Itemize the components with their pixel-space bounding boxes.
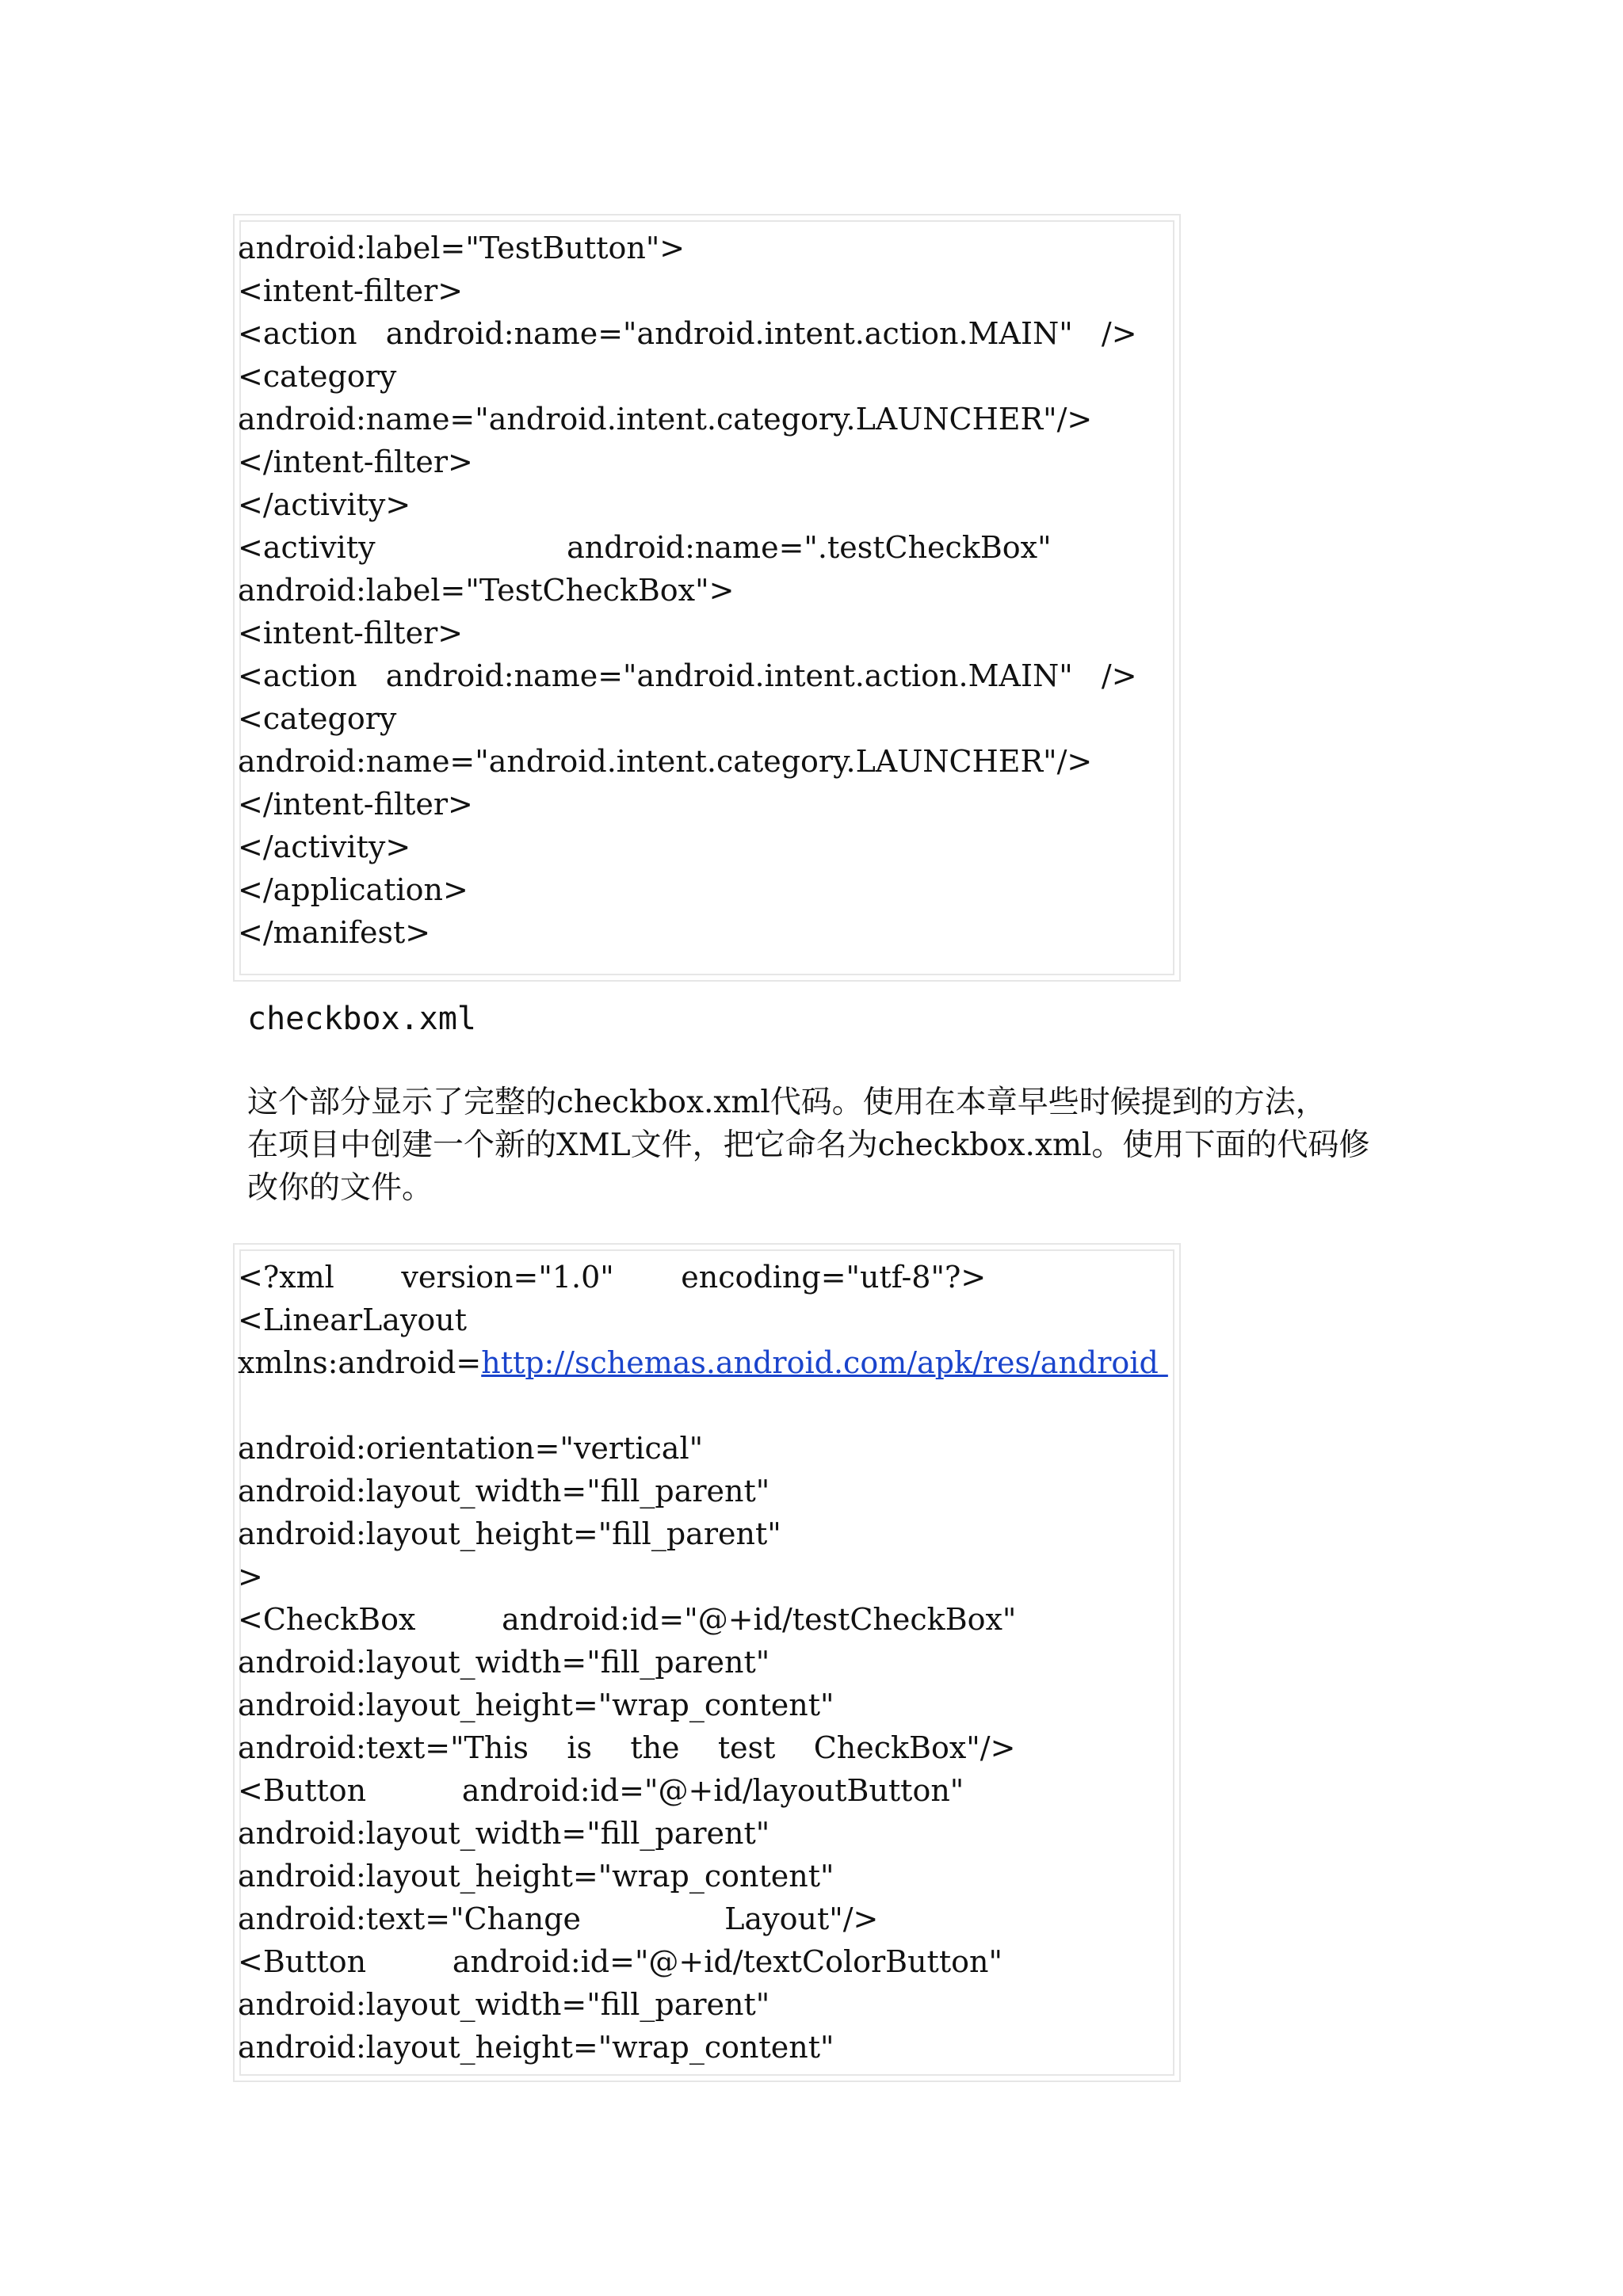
code-line: android:name="android.intent.category.LAUNCHER"/> <box>238 744 1093 779</box>
code-line: android:label="TestButton"> <box>238 231 685 265</box>
code-line: <category <box>238 359 397 394</box>
code-line: </manifest> <box>238 915 431 950</box>
code-line: <action android:name="android.intent.action.MAIN" /> <box>238 316 1137 351</box>
code-line: <Button android:id="@+id/layoutButton" <box>238 1773 964 1808</box>
code-line: <?xml version="1.0" encoding="utf-8"?> <box>238 1260 987 1295</box>
code-line: <action android:name="android.intent.action.MAIN" /> <box>238 658 1137 693</box>
code-line: </activity> <box>238 830 411 864</box>
code-line: </application> <box>238 872 468 907</box>
code-block-checkbox-xml <box>233 1243 1181 2082</box>
paragraph-line: 这个部分显示了完整的checkbox.xml代码。使用在本章早些时候提到的方法， <box>247 1085 1327 1120</box>
section-paragraph <box>247 1081 1404 1210</box>
code-line: android:layout_width="fill_parent" <box>238 1474 770 1508</box>
code-line: <LinearLayout <box>238 1302 467 1337</box>
paragraph-line: 在项目中创建一个新的XML文件，把它命名为checkbox.xml。使用下面的代码修 <box>247 1127 1370 1163</box>
code-line: </intent-filter> <box>238 787 473 822</box>
code-line: android:layout_height="wrap_content" <box>238 2030 834 2065</box>
section-heading: checkbox.xml <box>247 1001 476 1037</box>
code-line: android:orientation="vertical" <box>238 1431 704 1466</box>
code-block-inner <box>239 1249 1174 2076</box>
code-line: <category <box>238 701 397 736</box>
code-line: </activity> <box>238 487 411 522</box>
code-line: android:name="android.intent.category.LAUNCHER"/> <box>238 402 1093 437</box>
code-line: > <box>238 1559 263 1594</box>
code-block-manifest <box>233 214 1181 982</box>
code-line: android:layout_width="fill_parent" <box>238 1645 770 1680</box>
code-line: android:layout_height="wrap_content" <box>238 1859 834 1894</box>
code-line-xmlns <box>238 1341 1173 1384</box>
code-line: <CheckBox android:id="@+id/testCheckBox" <box>238 1602 1017 1637</box>
code-line: android:text="This is the test CheckBox"/> <box>238 1730 1016 1765</box>
code-line: android:layout_height="fill_parent" <box>238 1516 781 1551</box>
code-line: <activity android:name=".testCheckBox" <box>238 530 1052 565</box>
code-line: android:text="Change Layout"/> <box>238 1901 879 1936</box>
code-line-blank <box>238 1384 1173 1427</box>
xmlns-prefix: xmlns:android= <box>238 1345 482 1380</box>
code-line: </intent-filter> <box>238 444 473 479</box>
code-line: android:layout_width="fill_parent" <box>238 1816 770 1851</box>
code-line: <intent-filter> <box>238 616 464 650</box>
code-line: <Button android:id="@+id/textColorButton" <box>238 1944 1002 1979</box>
code-line: android:layout_height="wrap_content" <box>238 1688 834 1722</box>
schema-link[interactable]: http://schemas.android.com/apk/res/android <box>481 1345 1168 1380</box>
code-line: <intent-filter> <box>238 273 464 308</box>
code-line: android:label="TestCheckBox"> <box>238 573 735 608</box>
paragraph-line: 改你的文件。 <box>247 1170 433 1206</box>
code-block-inner <box>239 220 1174 975</box>
code-line: android:layout_width="fill_parent" <box>238 1987 770 2022</box>
